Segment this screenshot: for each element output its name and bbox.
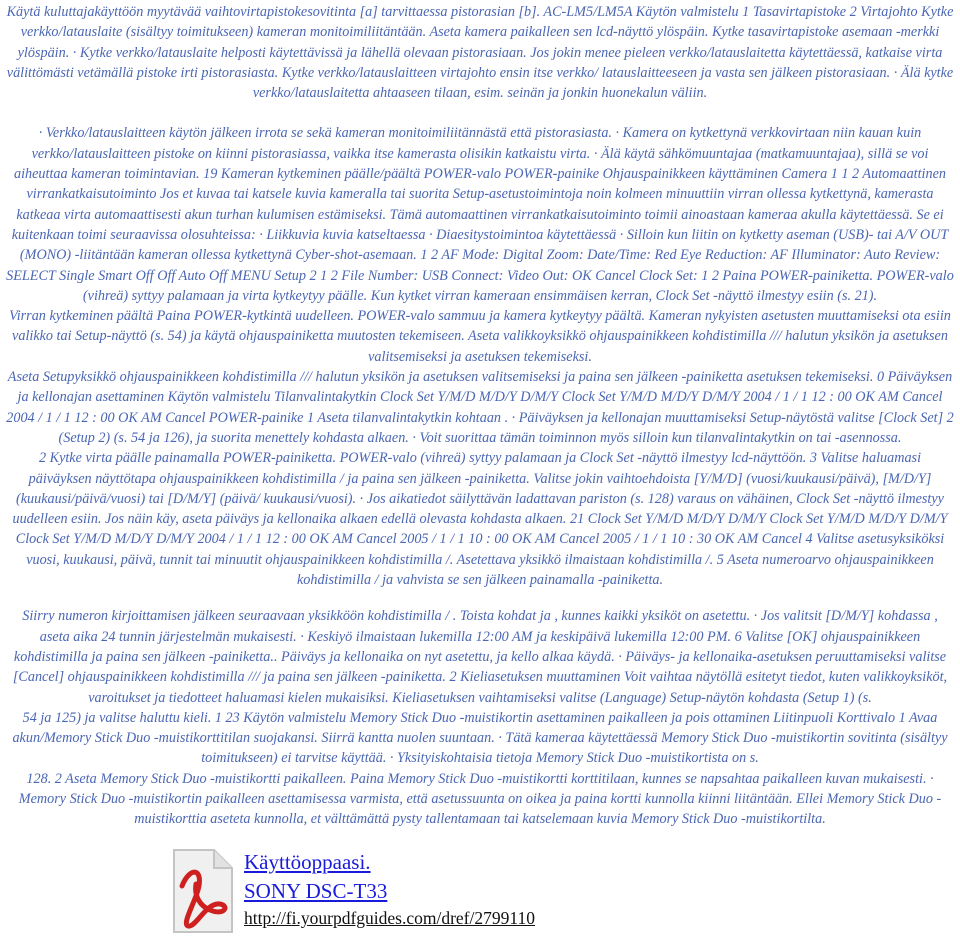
paragraph-power-adapter: Käytä kuluttajakäyttöön myytävää vaihtovirtapistokesovitinta [a] tarvittaessa pistorasian [b]. AC-LM5/LM5A Käytön valmistelu 1 Tasavirtapistoke 2 Virtajohto Kytke verkko/latauslaite (sisältyy toimitukseen) kameran monitoimiliitäntään. Aseta kamera paikalleen sen lcd-näyttö ylöspäin. Kytke tasavirtapistoke asemaan -merkki ylöspäin. · Kytke verkko/latauslaite helposti käytettävissä ja lähellä olevaan pistorasiaan. Jos jokin menee pieleen verkko/latauslaitetta käytettäessä, katkaise virta välittömästi vetämällä pistoke irti pistorasiasta. Kytke verkko/latauslaitteen virtajohto ensin itse verkko/ latauslaitteeseen ja vasta sen jälkeen pistorasiaan. · Älä kytke verkko/latauslaitetta ahtaaseen tilaan, esim. seinän ja jonkin huonekalun väliin. xyxy=(6,4,954,102)
paragraph-clock-set: Aseta Setupyksikkö ohjauspainikkeen kohdistimilla /// halutun yksikön ja asetuksen valitsemiseksi ja paina sen jälkeen -painiketta asetuksen tekemiseksi. 0 Päiväyksen ja kellonajan asettaminen Käytön valmistelu Tilanvalintakytkin Clock Set Y/M/D M/D/Y D/M/Y Clock Set Y/M/D M/D/Y D/M/Y 2004 / 1 / 1 12 : 00 OK AM Cancel 2004 / 1 / 1 12 : 00 OK AM Cancel POWER-painike 1 Aseta tilanvalintakytkin kohtaan . · Päiväyksen ja kellonajan muuttamiseksi Setup-näytöstä valitse [Clock Set] 2 (Setup 2) (s. 54 ja 126), ja suorita menettely kohdasta alkaen. · Voit suorittaa tämän toiminnon myös silloin kun tilanvalintakytkin on tai -asennossa. xyxy=(6,369,954,446)
paragraph-memory-stick-card: 128. 2 Aseta Memory Stick Duo -muistikortti paikalleen. Paina Memory Stick Duo -muistikortti korttitilaan, kunnes se napsahtaa paikalleen kuvan mukaisesti. · Memory Stick Duo -muistikortin paikalleen asettamisessa varmista, että asetussuunta on oikea ja paina kortti kunnolla kiinni liitäntään. Ellei Memory Stick Duo -muistikorttia aseteta kunnolla, et välttämättä pysty tallentamaan tai katselemaan kuvia Memory Stick Duo -muistikortilta. xyxy=(18,770,942,828)
paragraph-power-off: Virran kytkeminen päältä Paina POWER-kytkintä uudelleen. POWER-valo sammuu ja kamera kytkeytyy päältä. Kameran nykyisten asetusten muuttamiseksi ota esiin valikko tai Setup-näyttö (s. 54) ja käytä ohjauspainiketta muutosten tekemiseen. Aseta valikkoyksikkö ohjauspainikkeen kohdistimilla /// halutun yksikön ja asetuksen valitsemiseksi ja asetuksen tekemiseksi. xyxy=(9,308,951,365)
url-link[interactable]: http://fi.yourpdfguides.com/dref/2799110 xyxy=(244,908,535,928)
pdf-document-icon xyxy=(160,846,242,938)
model-link[interactable]: SONY DSC-T33 xyxy=(244,879,388,903)
paragraph-language: Siirry numeron kirjoittamisen jälkeen seuraavaan yksikköön kohdistimilla / . Toista kohdat ja , kunnes kaikki yksiköt on asetettu. · Jos valitsit [D/M/Y] kohdassa , aseta aika 24 tunnin järjestelmän mukaisesti. · Keskiyö ilmaistaan lukemilla 12:00 AM ja keskipäivä lukemilla 12:00 PM. 6 Valitse [OK] ohjauspainikkeen kohdistimilla ja paina sen jälkeen -painiketta.. Päiväys ja kellonaika on nyt asetettu, ja kello alkaa käydä. · Päiväys- ja kellonaika-asetuksen peruuttamiseksi valitse [Cancel] ohjauspainikkeen kohdistimilla /// ja paina sen jälkeen -painiketta. 2 Kieliasetuksen muuttaminen Voit vaihtaa näytöllä esitetyt tiedot, kuten valikkoyksiköt, varoitukset ja tiedotteet haluamasi kielen mukaisiksi. Kieliasetuksen vaihtamiseksi valitse (Language) Setup-näytön kohdasta (Setup 1) (s. xyxy=(12,608,948,706)
document-body xyxy=(6,2,954,830)
footer-links xyxy=(244,848,535,930)
footer xyxy=(160,846,600,938)
manual-link[interactable]: Käyttöoppaasi. xyxy=(244,850,371,874)
paragraph-power-on-off: · Verkko/latauslaitteen käytön jälkeen irrota se sekä kameran monitoimiliitännästä että pistorasiasta. · Kamera on kytkettynä verkkovirtaan niin kauan kuin verkko/latauslaitteen pistoke on kiinni pistorasiassa, vaikka itse kamerasta olisikin katkaistu virta. · Älä käytä sähkömuuntajaa (matkamuuntajaa), sillä se voi aiheuttaa kameran toimintavian. 19 Kameran kytkeminen päälle/päältä POWER-valo POWER-painike Ohjauspainikkeen käyttäminen Camera 1 1 2 Automaattinen virrankatkaisutoiminto Jos et kuvaa tai katsele kuvia kameralla tai suorita Setup-asetustoimintoja noin kolmeen minuuttiin virran ollessa kytkettynä, kamerasta katkeaa virta automaattisesti akun turhan kulumisen estämiseksi. Tämä automaattinen virrankatkaisutoiminto toimii ainoastaan kameraa akulla käytettäessä. Se ei kuitenkaan toimi seuraavissa olosuhteissa: · Liikkuvia kuvia katseltaessa · Diaesitystoimintoa käytettäessä · Silloin kun liitin on kytketty aseman (USB)- tai A/V OUT (MONO) -liitäntään kameran ollessa kytkettynä Cyber-shot-asemaan. 1 2 AF Mode: Digital Zoom: Date/Time: Red Eye Reduction: AF Illuminator: Auto Review: SELECT Single Smart Off Off Auto Off MENU Setup 2 1 2 File Number: USB Connect: Video Out: OK Cancel Clock Set: 1 2 Paina POWER-painiketta. POWER-valo (vihreä) syttyy palamaan ja virta kytkeytyy päälle. Kun kytket virran kameraan ensimmäisen kerran, Clock Set -näyttö ilmestyy esiin (s. 21). xyxy=(6,125,954,304)
paragraph-memory-stick-insert: 54 ja 125) ja valitse haluttu kieli. 1 23 Käytön valmistelu Memory Stick Duo -muistikortin asettaminen paikalleen ja pois ottaminen Liitinpuoli Korttivalo 1 Avaa akun/Memory Stick Duo -muistikorttitilan suojakansi. Siirrä kantta nuolen suuntaan. · Tätä kameraa käytettäessä Memory Stick Duo -muistikortin sovitinta (sisältyy toimitukseen) ei tarvitse käyttää. · Yksityiskohtaisia tietoja Memory Stick Duo -muistikortista on s. xyxy=(12,709,948,767)
paragraph-date-format: 2 Kytke virta päälle painamalla POWER-painiketta. POWER-valo (vihreä) syttyy palamaan ja Clock Set -näyttö ilmestyy lcd-näyttöön. 3 Valitse haluamasi päiväyksen näyttötapa ohjauspainikkeen kohdistimilla / ja paina sen jälkeen -painiketta. Valitse jokin vaihtoehdoista [Y/M/D] (vuosi/kuukausi/päivä), [M/D/Y] (kuukausi/päivä/vuosi) tai [D/M/Y] (päivä/ kuukausi/vuosi). · Jos aikatiedot säilyttävän ladattavan pariston (s. 128) varaus on vähäinen, Clock Set -näyttö ilmestyy uudelleen esiin. Jos näin käy, aseta päiväys ja kellonaika alkaen edellä olevasta kohdasta alkaen. 21 Clock Set Y/M/D M/D/Y D/M/Y Clock Set Y/M/D M/D/Y D/M/Y Clock Set Y/M/D M/D/Y D/M/Y 2004 / 1 / 1 12 : 00 OK AM Cancel 2005 / 1 / 1 10 : 00 OK AM Cancel 2005 / 1 / 1 10 : 30 OK AM Cancel 4 Valitse asetusyksiköksi vuosi, kuukausi, päivä, tunnit tai minuutit ohjauspainikkeen kohdistimilla /. Asetettava yksikkö ilmaistaan kohdistimilla /. 5 Aseta numeroarvo ohjauspainikkeen kohdistimilla / ja vahvista se sen jälkeen painamalla -painiketta. xyxy=(12,450,948,589)
